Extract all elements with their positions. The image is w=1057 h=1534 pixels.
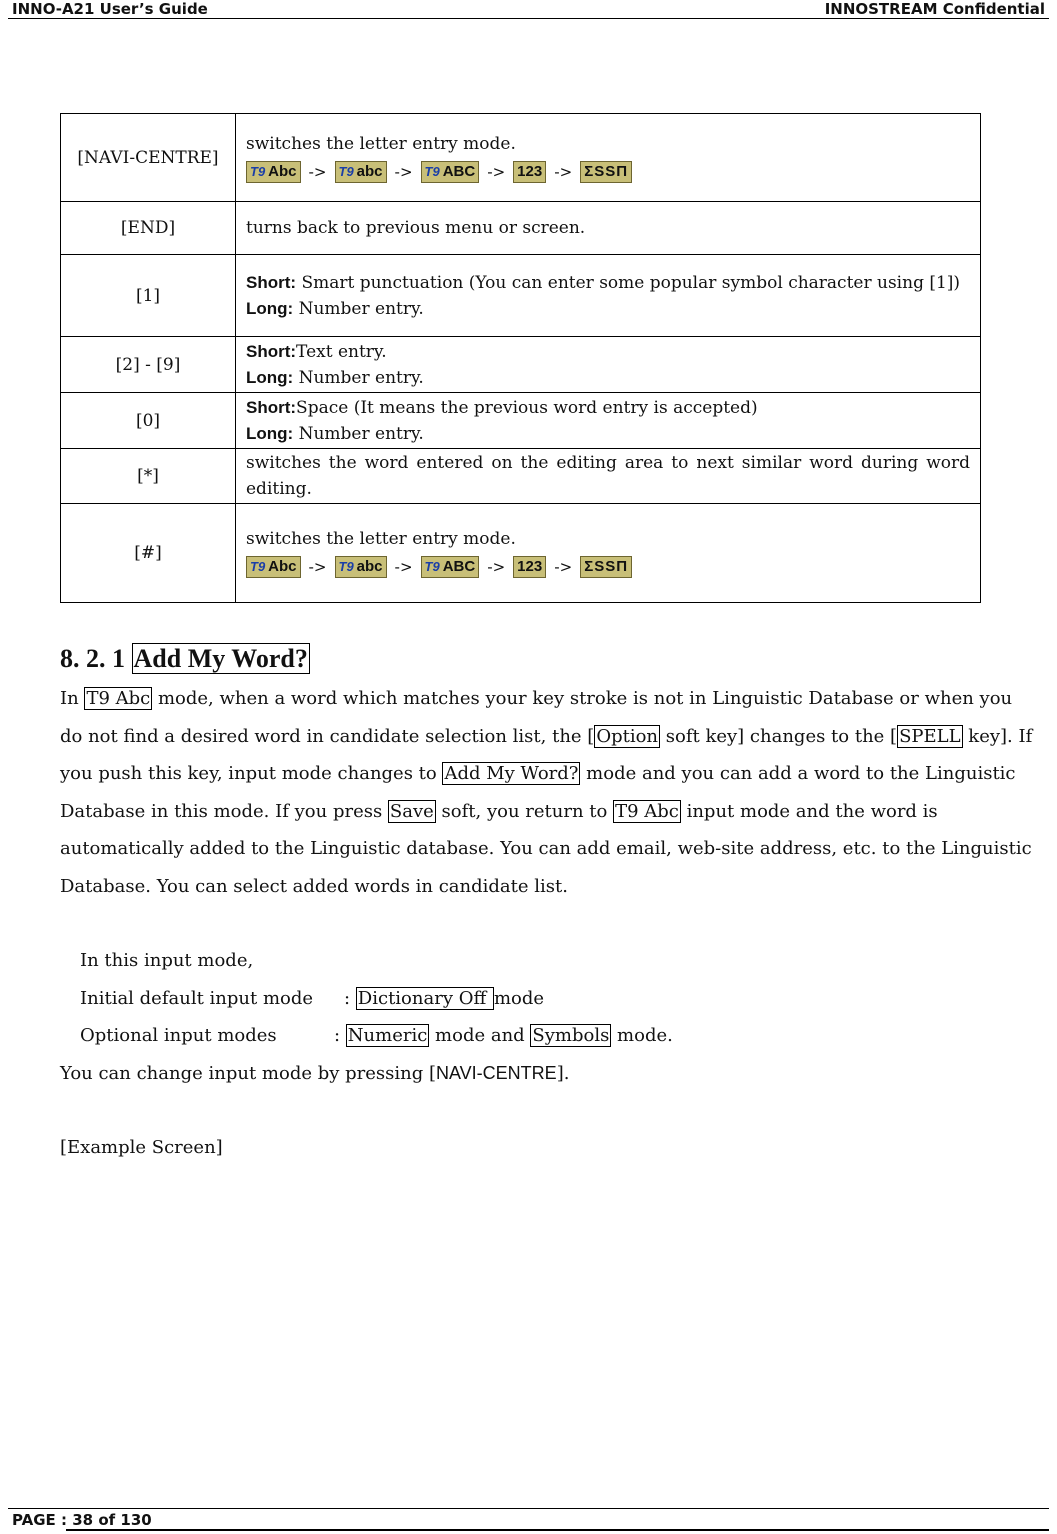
key-cell: [1] (61, 255, 236, 337)
optional-modes-line: Optional input modes : Numeric mode and Symbols mode. (80, 1025, 673, 1046)
table-row (61, 337, 981, 393)
spell-term: SPELL (899, 725, 961, 747)
numeric-mode-icon: 123 (513, 556, 546, 578)
symbols-mode-icon: ΣSSΠ (580, 161, 632, 183)
header-confidential: INNOSTREAM Confidential (824, 0, 1045, 18)
section-paragraph: In T9 Abc mode, when a word which matches your key stroke is not in Linguistic Database or when you do not find a desired word in candidate selection list, the [ Option soft key] changes to the [ SPELL key]. If you push this key, input mode changes to Add My Word? mode and you can add a word to the Linguistic Database in this mode. If you press Save soft, you return to T9 Abc input mode and the word is automatically added to the Linguistic database. You can add email, web-site address, etc. to the Linguistic Database. You can select added words in candidate list. (60, 688, 1033, 897)
table-row (61, 393, 981, 449)
key-cell: [*] (61, 449, 236, 504)
arrow-icon: -> (308, 558, 327, 576)
table-row (61, 255, 981, 337)
key-cell: [END] (61, 202, 236, 255)
add-my-word-term: Add My Word? (444, 763, 579, 784)
arrow-icon: -> (487, 558, 506, 576)
t9-upper-mode-icon: T9 ABC (421, 556, 480, 578)
arrow-icon: -> (554, 162, 573, 181)
section-title: Add My Word? (133, 644, 308, 673)
key-cell: [2] - [9] (61, 337, 236, 393)
symbols-mode-icon: ΣSSΠ (580, 556, 632, 578)
example-screen-label: [Example Screen] (60, 1137, 223, 1158)
numeric-mode-icon: 123 (513, 161, 546, 183)
desc-cell: switches the letter entry mode. T9 Abc -> T9 abc -> T9 ABC -> 123 -> ΣSSΠ (236, 504, 981, 603)
section-heading: 8. 2. 1 Add My Word? (60, 644, 308, 673)
key-cell: [NAVI-CENTRE] (61, 114, 236, 202)
save-term: Save (389, 800, 434, 822)
mode-icon-sequence (246, 159, 970, 185)
arrow-icon: -> (394, 162, 413, 181)
option-term: Option (596, 725, 659, 747)
arrow-icon: -> (487, 162, 506, 181)
table-row (61, 114, 981, 202)
intro-line: In this input mode, (80, 950, 254, 971)
t9-lower-mode-icon: T9 abc (335, 161, 387, 183)
section-body (60, 644, 1040, 1167)
key-cell: [0] (61, 393, 236, 449)
header-doc-title: INNO-A21 User’s Guide (12, 0, 208, 18)
desc-cell: Short:Text entry. Long: Number entry. (236, 337, 981, 393)
key-cell: [#] (61, 504, 236, 603)
desc-cell: turns back to previous menu or screen. (236, 202, 981, 255)
t9-upper-mode-icon: T9 ABC (421, 161, 480, 183)
arrow-icon: -> (394, 558, 413, 576)
page-header (8, 0, 1049, 19)
desc-cell: Short:Space (It means the previous word entry is accepted) Long: Number entry. (236, 393, 981, 449)
table-row (61, 504, 981, 603)
mode-icon-sequence (246, 554, 970, 580)
t9-abc-term: T9 Abc (615, 800, 679, 822)
t9-abc-mode-icon: T9 Abc (246, 161, 301, 183)
initial-mode-line: Initial default input mode : Dictionary Off mode (80, 987, 545, 1009)
arrow-icon: -> (308, 162, 327, 181)
page-footer (8, 1508, 1049, 1527)
key-function-table (60, 113, 981, 603)
t9-abc-mode-icon: T9 Abc (246, 556, 301, 578)
arrow-icon: -> (554, 558, 573, 576)
t9-lower-mode-icon: T9 abc (335, 556, 387, 578)
desc-cell: switches the letter entry mode. T9 Abc -> T9 abc -> T9 ABC -> 123 -> ΣSSΠ (236, 114, 981, 202)
desc-cell: Short: Smart punctuation (You can enter some popular symbol character using [1]) Long: Number entry. (236, 255, 981, 337)
page-number: PAGE : 38 of 130 (12, 1511, 152, 1529)
table-row (61, 449, 981, 504)
desc-cell: switches the word entered on the editing area to next similar word during word editing. (236, 449, 981, 504)
change-mode-line: You can change input mode by pressing [NAVI-CENTRE]. (60, 1062, 570, 1084)
t9-abc-term: T9 Abc (86, 688, 151, 709)
table-row (61, 202, 981, 255)
